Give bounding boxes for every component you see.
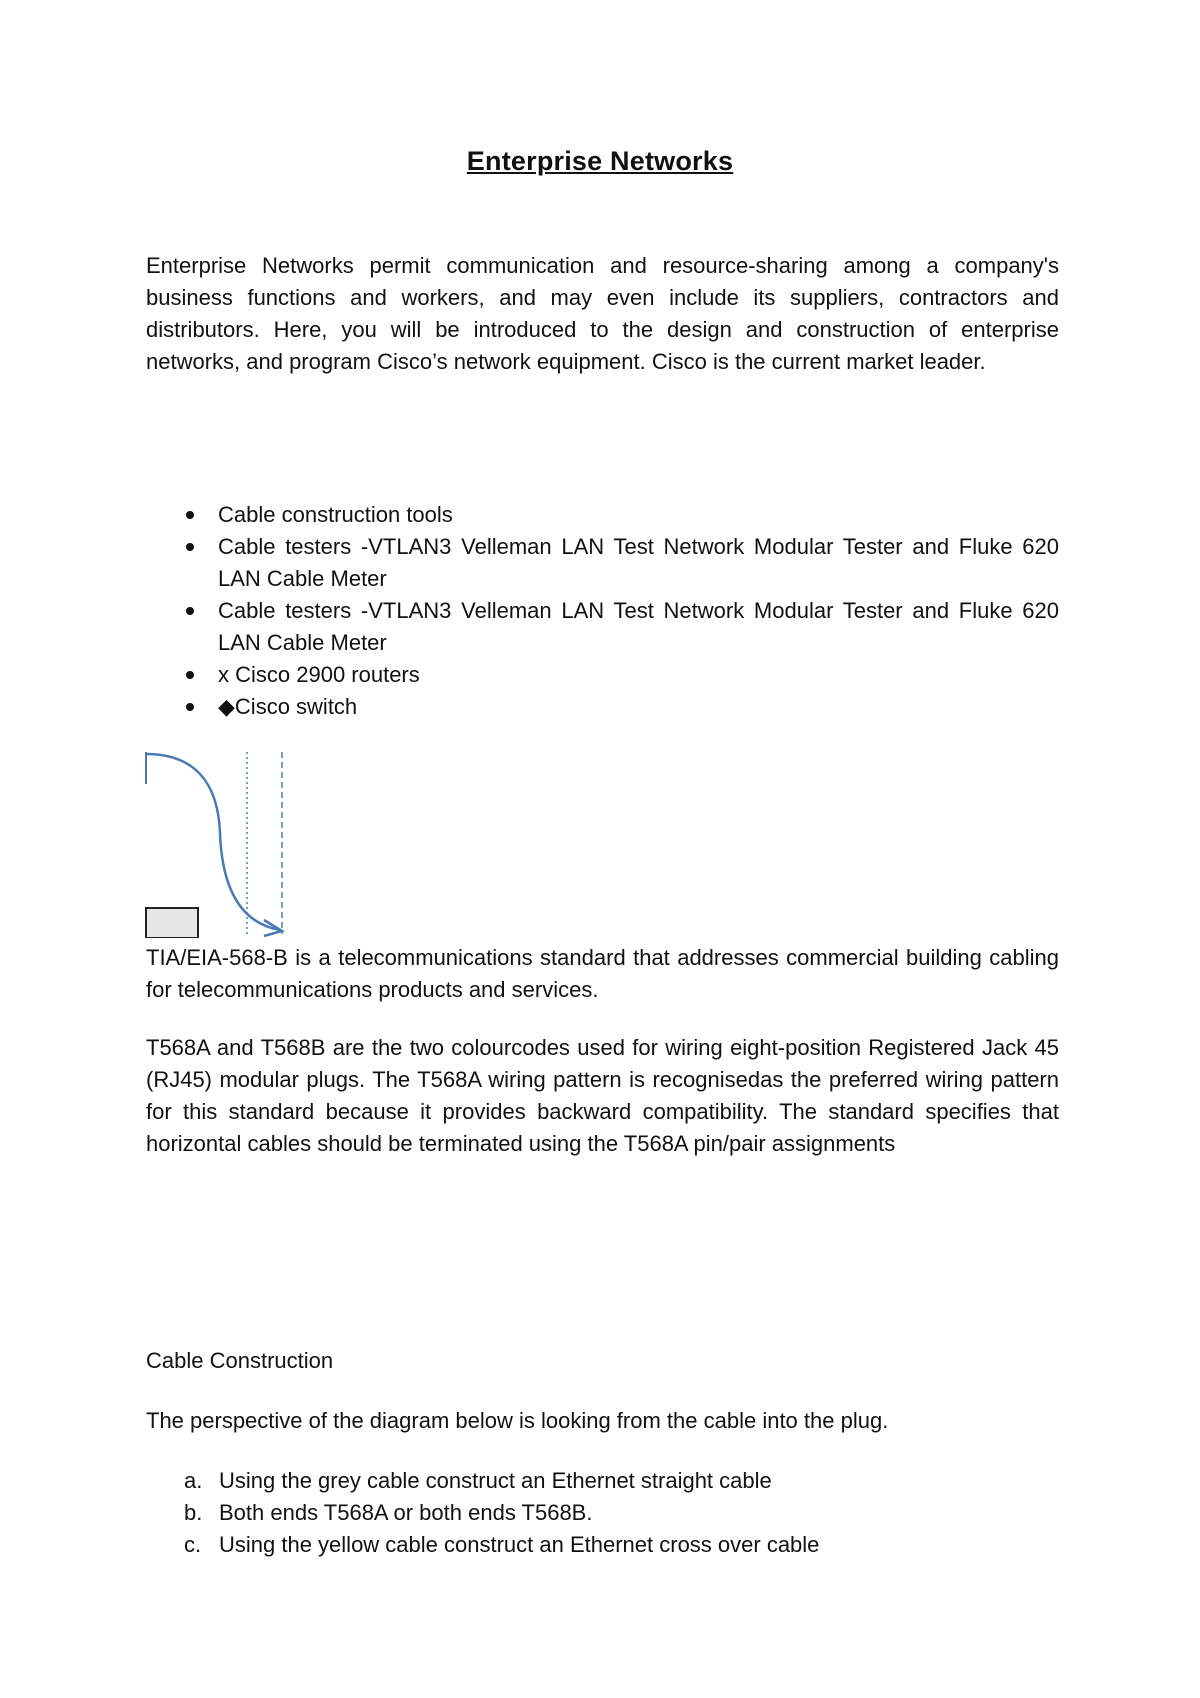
list-marker: c. [184,1532,202,1557]
intro-paragraph: Enterprise Networks permit communication and resource-sharing among a company's business functions and workers, and may even include its suppliers, contractors and distributors. Here, you will be introduced to the design and construction of enterprise networks, and program Cisco’s network equipment. Cisco is the current market leader. [146,253,1059,374]
list-item-text: Both ends T568A or both ends T568B. [219,1500,593,1525]
list-item-text: Using the yellow cable construct an Ethernet cross over cable [219,1532,820,1557]
curved-arrow-line [146,754,280,930]
bullet-icon [186,671,194,679]
bullet-icon [186,703,194,711]
list-item-text: x Cisco 2900 routers [218,662,420,687]
section-heading: Cable Construction [146,1348,334,1373]
bullet-icon [186,607,194,615]
list-item [146,691,1059,723]
list-item [146,1497,1059,1529]
list-item-text: Cable construction tools [218,502,453,527]
bullet-icon [186,511,194,519]
list-marker: a. [184,1468,203,1493]
list-item [146,659,1059,691]
list-item [146,1465,1059,1497]
list-item-text: Cable testers -VTLAN3 Velleman LAN Test Network Modular Tester and Fluke 620 LAN Cable Meter [218,598,1059,655]
equipment-list [146,499,1059,723]
page-title: Enterprise Networks [466,146,734,176]
list-item [146,1529,1059,1561]
list-item-text: ◆Cisco switch [218,694,358,719]
steps-list [146,1465,1059,1561]
perspective-paragraph: The perspective of the diagram below is looking from the cable into the plug. [146,1408,889,1433]
list-item-text: Cable testers -VTLAN3 Velleman LAN Test Network Modular Tester and Fluke 620 LAN Cable Meter [218,534,1059,591]
list-item [146,531,1059,595]
list-marker: b. [184,1500,203,1525]
grey-box [146,908,198,938]
list-item [146,595,1059,659]
list-item [146,499,1059,531]
standard-paragraph: TIA/EIA-568-B is a telecommunications standard that addresses commercial building cabling for telecommunications products and services. [146,945,1059,1002]
cable-arrow-figure [140,748,290,938]
t568-paragraph: T568A and T568B are the two colourcodes used for wiring eight-position Registered Jack 45 (RJ45) modular plugs. The T568A wiring pattern is recognisedas the preferred wiring pattern for this standard because it provides backward compatibility. The standard specifies that horizontal cables should be terminated using the T568A pin/pair assignments [146,1035,1059,1156]
list-item-text: Using the grey cable construct an Ethernet straight cable [219,1468,772,1493]
bullet-icon [186,543,194,551]
